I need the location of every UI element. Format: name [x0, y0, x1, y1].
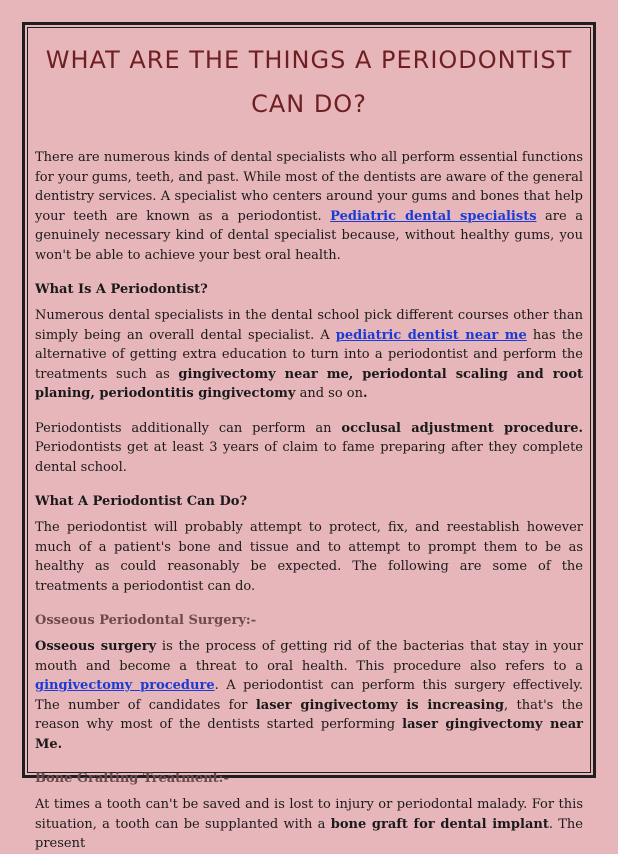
intro-paragraph: There are numerous kinds of dental specialists who all perform essential functions for your gums, teeth, and past. While most of the dentists are aware of the general dentistry services. A specialist who centers around your gums and bones that help your teeth are known as a periodontist. Pediatric dental specialists are a genuinely necessary kind of dental specialist because, without healthy gums, you won't be able to achieve your best oral health. [35, 150, 583, 263]
can-do-paragraph: The periodontist will probably attempt to protect, fix, and reestablish however much of a patient's bone and tissue and to attempt to prompt them to be as healthy as could reasonably be expected. The following are some of the treatments a periodontist can do. [35, 520, 583, 594]
pediatric-dentist-near-me-link[interactable]: pediatric dentist near me [335, 327, 527, 343]
section-heading-what-is: What Is A Periodontist? [35, 282, 208, 297]
what-is-paragraph-1: Numerous dental specialists in the dental school pick different courses other than simply being an overall dental specialist. A pediatric dentist near me has the alternative of getting extra education to turn into a periodontist and perform the treatments such as gingivectomy near me, periodontal scaling and root planing, periodontitis gingivectomy and so on. [35, 308, 583, 401]
section-heading-osseous: Osseous Periodontal Surgery:- [35, 613, 257, 628]
bone-grafting-paragraph: At times a tooth can't be saved and is lost to injury or periodontal malady. For this situation, a tooth can be supplanted with a bone graft for dental implant. The present [35, 797, 583, 851]
page-title: WHAT ARE THE THINGS A PERIODONTIST CAN DO? [45, 46, 573, 118]
document-body [35, 38, 584, 851]
what-is-paragraph-2: Periodontists additionally can perform an occlusal adjustment procedure. Periodontists get at least 3 years of claim to fame preparing after they complete dental school. [35, 420, 583, 475]
osseous-paragraph: Osseous surgery is the process of getting rid of the bacterias that stay in your mouth and become a threat to oral health. This procedure also refers to a gingivectomy procedure. A periodontist can perform this surgery effectively. The number of candidates for laser gingivectomy is increasing, that's the reason why most of the dentists started performing laser gingivectomy near Me. [35, 639, 584, 752]
section-heading-can-do: What A Periodontist Can Do? [35, 494, 248, 509]
section-heading-bone-grafting: Bone Grafting Treatment:- [35, 771, 229, 786]
gingivectomy-procedure-link[interactable]: gingivectomy procedure [35, 678, 215, 693]
pediatric-dental-specialists-link[interactable]: Pediatric dental specialists [330, 208, 537, 224]
